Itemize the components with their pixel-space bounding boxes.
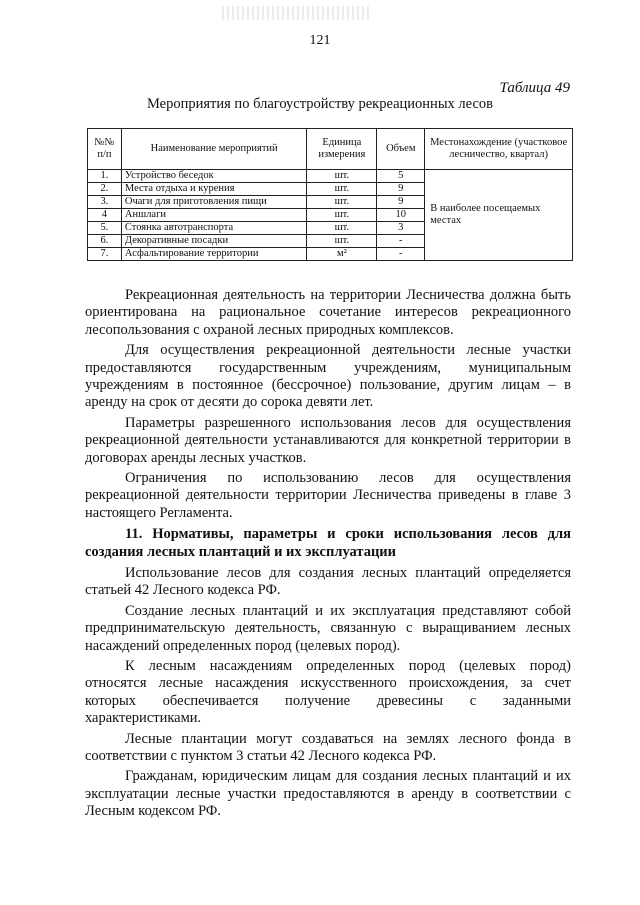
cell-volume: 3 [377, 222, 425, 235]
cell-number: 1. [88, 170, 122, 183]
paragraph: Для осуществления рекреационной деятельности лесные участки предоставляются государственным учреждениям, муниципальным учреждениям в постоянное (бессрочное) пользование, другим лицам – в аренду на срок от десяти до сорока девяти лет. [85, 342, 571, 411]
cell-name: Аншлаги [121, 209, 307, 222]
cell-volume: - [377, 248, 425, 261]
cell-name: Очаги для приготовления пищи [121, 196, 307, 209]
paragraph: Использование лесов для создания лесных плантаций определяется статьей 42 Лесного кодекса РФ. [85, 565, 571, 599]
cell-volume: 9 [377, 196, 425, 209]
table-row [88, 170, 573, 183]
cell-number: 7. [88, 248, 122, 261]
cell-unit: шт. [307, 209, 377, 222]
table-caption: Таблица 49 [499, 80, 570, 96]
table-header-row [88, 129, 573, 170]
cell-volume: - [377, 235, 425, 248]
col-header-name: Наименование мероприятий [121, 129, 307, 170]
cell-name: Стоянка автотранспорта [121, 222, 307, 235]
page-number: 121 [309, 33, 331, 48]
cell-location: В наиболее посещаемых местах [425, 170, 573, 261]
paragraph: К лесным насаждениям определенных пород (целевых пород) относятся лесные насаждения искусственного происхождения, за счет которых обеспечивается получение древесины с заданными характеристиками. [85, 658, 571, 727]
col-header-volume: Объем [377, 129, 425, 170]
paragraph: Ограничения по использованию лесов для осуществления рекреационной деятельности территории Лесничества приведены в главе 3 настоящего Регламента. [85, 470, 571, 521]
cell-unit: шт. [307, 183, 377, 196]
cell-name: Устройство беседок [121, 170, 307, 183]
cell-unit: шт. [307, 235, 377, 248]
cell-name: Асфальтирование территории [121, 248, 307, 261]
cell-name: Декоративные посадки [121, 235, 307, 248]
cell-unit: м² [307, 248, 377, 261]
cell-number: 4 [88, 209, 122, 222]
cell-number: 3. [88, 196, 122, 209]
paragraph: Рекреационная деятельность на территории Лесничества должна быть ориентирована на рациональное сочетание интересов рекреационного лесопользования с охраной лесных природных комплексов. [85, 287, 571, 338]
cell-number: 2. [88, 183, 122, 196]
cell-name: Места отдыха и курения [121, 183, 307, 196]
cell-volume: 10 [377, 209, 425, 222]
scan-noise [222, 6, 372, 20]
measures-table [87, 128, 573, 261]
cell-number: 6. [88, 235, 122, 248]
col-header-unit: Единица измерения [307, 129, 377, 170]
paragraph: Гражданам, юридическим лицам для создания лесных плантаций и их эксплуатации лесные участки предоставляются в аренду в соответствии с Лесным кодексом РФ. [85, 768, 571, 820]
cell-number: 5. [88, 222, 122, 235]
paragraph: Создание лесных плантаций и их эксплуатация представляют собой предпринимательскую деятельность, связанную с выращиванием лесных насаждений определенных пород (целевых пород). [85, 602, 571, 654]
recreation-text [85, 287, 571, 561]
table-title: Мероприятия по благоустройству рекреационных лесов [146, 96, 494, 112]
section-heading: 11. Нормативы, параметры и сроки использования лесов для создания лесных плантаций и их эксплуатации [85, 526, 571, 560]
cell-unit: шт. [307, 170, 377, 183]
col-header-location: Местонахождение (участковое лесничество, квартал) [425, 129, 573, 170]
plantations-text [85, 565, 571, 821]
paragraph: Параметры разрешенного использования лесов для осуществления рекреационной деятельности устанавливаются для конкретной территории в договорах аренды лесных участков. [85, 414, 571, 466]
cell-volume: 9 [377, 183, 425, 196]
col-header-number: №№ п/п [88, 129, 122, 170]
cell-unit: шт. [307, 196, 377, 209]
cell-volume: 5 [377, 170, 425, 183]
cell-unit: шт. [307, 222, 377, 235]
paragraph: Лесные плантации могут создаваться на землях лесного фонда в соответствии с пунктом 3 статьи 42 Лесного кодекса РФ. [85, 730, 571, 765]
